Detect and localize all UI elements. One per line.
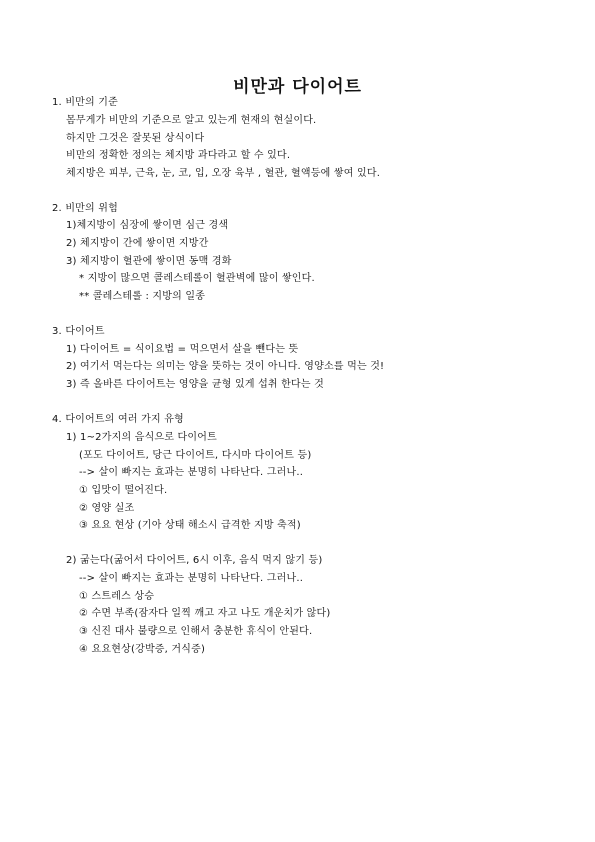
diet-type-1-line: ① 입맛이 떨어진다.	[79, 485, 168, 496]
section-1-heading: 1. 비만의 기준	[52, 97, 118, 108]
section-2-heading: 2. 비만의 위험	[52, 203, 118, 214]
diet-type-2-line: ① 스트레스 상승	[79, 591, 155, 602]
section-2-item: 3) 체지방이 혈관에 쌓이면 동맥 경화	[66, 256, 232, 267]
diet-type-1-line: ③ 요요 현상 (기아 상태 해소시 급격한 지방 축적)	[79, 520, 301, 531]
section-2-note: ** 콜레스테롤 : 지방의 일종	[79, 291, 206, 302]
diet-type-2-label: 2) 굶는다(굶어서 다이어트, 6시 이후, 음식 먹지 않기 등)	[66, 555, 323, 566]
section-1-line: 하지만 그것은 잘못된 상식이다	[66, 133, 205, 144]
diet-type-1-label: 1) 1~2가지의 음식으로 다이어트	[66, 432, 217, 443]
section-3-heading: 3. 다이어트	[52, 326, 105, 337]
section-3-item: 2) 여기서 먹는다는 의미는 양을 뜻하는 것이 아니다. 영양소를 먹는 것!	[66, 361, 385, 372]
diet-type-1-line: (포도 다이어트, 당근 다이어트, 다시마 다이어트 등)	[79, 450, 312, 461]
section-3-item: 1) 다이어트 = 식이요법 = 먹으면서 살을 뺀다는 뜻	[66, 344, 299, 355]
section-4-heading: 4. 다이어트의 여러 가지 유형	[52, 414, 184, 425]
diet-type-2-line: ③ 신진 대사 불량으로 인해서 충분한 휴식이 안된다.	[79, 626, 313, 637]
document-title: 비만과 다이어트	[233, 77, 362, 97]
diet-type-2-line: --> 살이 빠지는 효과는 분명히 나타난다. 그러나..	[79, 573, 304, 584]
diet-type-1-line: ② 영양 실조	[79, 503, 135, 514]
section-2-item: 1)체지방이 심장에 쌓이면 심근 경색	[66, 220, 229, 231]
section-1-line: 체지방은 피부, 근육, 눈, 코, 입, 오장 육부 , 혈관, 혈액등에 쌓여 있다.	[66, 168, 381, 179]
diet-type-2-line: ② 수면 부족(잠자다 일찍 깨고 자고 나도 개운치가 않다)	[79, 608, 331, 619]
section-2-note: * 지방이 많으면 콜레스테롤이 혈관벽에 많이 쌓인다.	[79, 273, 315, 284]
diet-type-2-line: ④ 요요현상(강박증, 거식증)	[79, 644, 206, 655]
diet-type-1-line: --> 살이 빠지는 효과는 분명히 나타난다. 그러나..	[79, 467, 304, 478]
section-1-line: 몸무게가 비만의 기준으로 알고 있는게 현재의 현실이다.	[66, 115, 317, 126]
section-3-item: 3) 즉 올바른 다이어트는 영양을 균형 있게 섭취 한다는 것	[66, 379, 324, 390]
section-1-line: 비만의 정확한 정의는 체지방 과다라고 할 수 있다.	[66, 150, 291, 161]
section-2-item: 2) 체지방이 간에 쌓이면 지방간	[66, 238, 209, 249]
